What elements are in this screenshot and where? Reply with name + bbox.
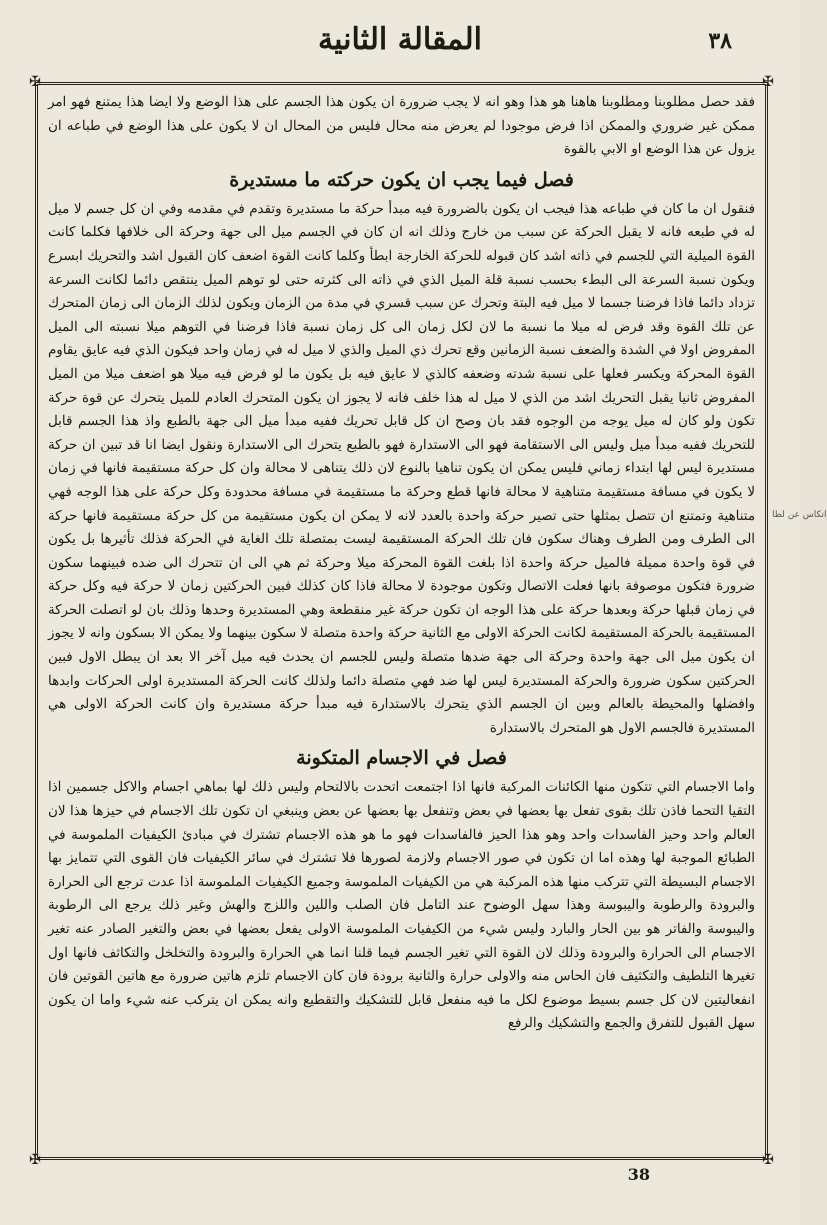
text-frame: [29, 74, 774, 1168]
signature-mark: 38: [627, 1165, 650, 1184]
intro-paragraph: فقد حصل مطلوبنا ومطلوبنا هاهنا هو هذا وهو انه لا يجب ضرورة ان يكون هذا الجسم على هذا الوضع ولا ايضا هذا يمتنع فهو امر ممكن غير ضروري والممكن اذا فرض موجودا لم يعرض منه محال فليس من المحال ان لا يكون على هذا الوضع في طباعه ان يزول عن هذا الوضع او الابي بالقوة: [48, 95, 755, 158]
page-number: ٣٨: [708, 28, 732, 54]
ornament-icon: ✠: [29, 74, 41, 90]
page-header: [60, 22, 740, 66]
ornament-icon: ✠: [762, 74, 774, 90]
running-title: المقالة الثانية: [318, 22, 482, 57]
body-text: [48, 91, 755, 1151]
margin-note: اتكاس عن لطا: [772, 510, 827, 520]
section-heading: فصل فيما يجب ان يكون حركته ما مستديرة: [229, 168, 574, 191]
ornament-icon: ✠: [29, 1152, 41, 1168]
section-paragraph: فنقول ان ما كان في طباعه هذا فيجب ان يكون بالضرورة فيه مبدأ حركة ما مستديرة وتقدم في مقدمه وفي ان كل جسم لا ميل له في طبعه فانه لا يقبل الحركة عن سبب من خارج وذلك انه ان كان في الجسم ميل الى جهة وحركة الى خلافها فكلما كانت القوة الميلية التي للجسم في ذاته اشد كان قبوله للحركة الخارجة ابطأ وكلما كانت القوة اضعف كان القبول اشد والتحريك ابسرع ويكون نسبة السرعة الى البطء بحسب نسبة قلة الميل الذي في ذاته الى كثرته حتى لو توهم الميل ينتقص دائما لكانت السرعة تزداد دائما فاذا فرضنا جسما لا ميل فيه البتة وتحرك عن سبب قسري في مدة من الزمان ويكون لذلك الزمان الى زمان المتحرك عن تلك القوة وقد فرض له ميلا ما نسبة ما لان لكل زمان الى كل زمان نسبة فاذا فرضنا في التوهم ميلا نسبته الى الميل المفروض اولا في الشدة والضعف نسبة الزمانين وقع تحرك ذي الميل والذي لا ميل له في زمان واحد فيكون الذي فيه عايق يقاوم القوة المحركة ويكسر فعلها على نسبة شدته وضعفه كالذي لا عايق فيه بل يكون ما لو فرض فيه ميلا هو اضعف ميلا من الميل المفروض ثانيا يقبل التحريك اشد من الذي لا ميل له هذا خلف فانه لا يجوز ان يكون المتحرك العادم للميل يتحرك عن قوة حركة تكون ولو كان له ميل يوجه من الوجوه فقد بان وصح ان كل قابل تحريك ففيه مبدأ ميل الى جهة بالطبع واذ هذا الجسم قابل للتحريك ففيه مبدأ ميل وليس الى الاستقامة فهو الى الاستدارة فهو بالطبع يتحرك الى الاستدارة ونقول ايضا انا قد تبين ان حركة مستديرة ليس لها ابتداء زماني فليس يمكن ان يكون تناهيا بالنوع لان ذلك يتناهى لا محالة وان كل حركة مستقيمة فانها في زمان لا يكون في مسافة مستقيمة متناهية لا محالة فانها قطع وحركة ما مستقيمة في مسافة محدودة وكل حركة على هذا الوجه فهي متناهية وتمتنع ان تتصل بمثلها حتى تصير حركة واحدة بالعدد لانه لا يمكن ان يكون مستقيمة من كل حركة مستقيمة فانها حركة الى الطرف ومن الطرف وهناك سكون فان تلك الحركة المستقيمة ليست بمتصلة تلك الغاية في الحركة فذلك تأثيرها بل يكون في قوة واحدة مميلة فالميل حركة واحدة اذا بلغت القوة المحركة ميلا وحركة ثم هي الى ان تتحرك الى ضده فبينهما سكون ضرورة فتكون موصوفة بانها فعلت الاتصال وتكون موجودة لا محالة فاذا كان كذلك فبين الحركتين زمان لا حركة فيه وكل حركة في زمان قبلها حركة وبعدها حركة على هذا الوجه ان تكون حركة غير منقطعة وهي المستديرة وحدها وذلك بان لو اتصلت الحركة المستقيمة بالحركة المستقيمة لكانت الحركة الاولى مع الثانية حركة واحدة متصلة لا سكون بينهما ولا يمكن الا بسكون وانه لا يجوز ان يكون ميل الى جهة واحدة وحركة الى جهة ضدها متصلة وليس للجسم ان يحدث فيه ميل آخر الا بعد ان يبطل الاول فبين الحركتين سكون ضرورة والحركة المستديرة ليس لها ضد فهي متصلة دائما ولذلك كانت الحركة المستديرة اولى الحركات وابدها وافضلها والمحيطة بالعالم وبين ان الجسم الذي يتحرك بالاستدارة فيه مبدأ حركة مستديرة وان كانت الحركة الاولى هي المستديرة فالجسم الاول هو المتحرك بالاستدارة: [48, 201, 755, 736]
section-heading: فصل في الاجسام المتكونة: [296, 747, 507, 770]
section-paragraph: واما الاجسام التي تتكون منها الكائنات المركبة فانها اذا اجتمعت اتحدت بالالتحام وليس ذلك لها بماهي اجسام والاكل جسمين اذا التقيا التحما فاذن تلك بقوى تفعل بها بعضها في بعض وتنفعل بها بعضها عن بعض وينبغي ان تكون تلك الاجسام في حيزها هذا لان العالم واحد وحيز الفاسدات واحد وهو هذا الحيز فالفاسدات فهو ما هو هذه الاجسام تشترك في مبادئ الكيفيات الملموسة في الطبائع الموجبة لها وهذه اما ان تكون في صور الاجسام ولازمة لصورها فلا تشترك في سائر الكيفيات فان القوى التي تتمايز بها الاجسام البسيطة التي تتركب منها هذه المركبة هي من الكيفيات الملموسة وجميع الكيفيات الملموسة اذا عدت ترجع الى الحرارة والبرودة والرطوبة واليبوسة وهذا سهل الوضوح عند التامل فان الصلب واللين واللزج والهش وغير ذلك يرجع الى الرطوبة واليبوسة والفاتر هو بين الحار والبارد وليس شيء من الكيفيات الملموسة الاولى يفعل بعضها في بعض والتغير الصادر عنه تغير الاجسام الى الحرارة والبرودة وذلك لان القوة التي تغير الجسم فيما قلنا انما هي الحرارة والبرودة والتخلخل والتكاثف فانها اول تغيرها التلطيف والتكثيف فان الحاس منه والاولى حرارة والثانية برودة فان كان الاجسام تلزم هاتين ضرورة مع هاتين القوتين فان انفعاليتين لان كل جسم بسيط موضوع لكل ما فيه منفعل قابل للتشكيك والتقطيع وانه يمكن ان يتركب عنه شيء واما ان يكون سهل القبول للتفرق والجمع والتشكيك والرفع: [48, 780, 755, 1032]
ornament-icon: ✠: [762, 1152, 774, 1168]
